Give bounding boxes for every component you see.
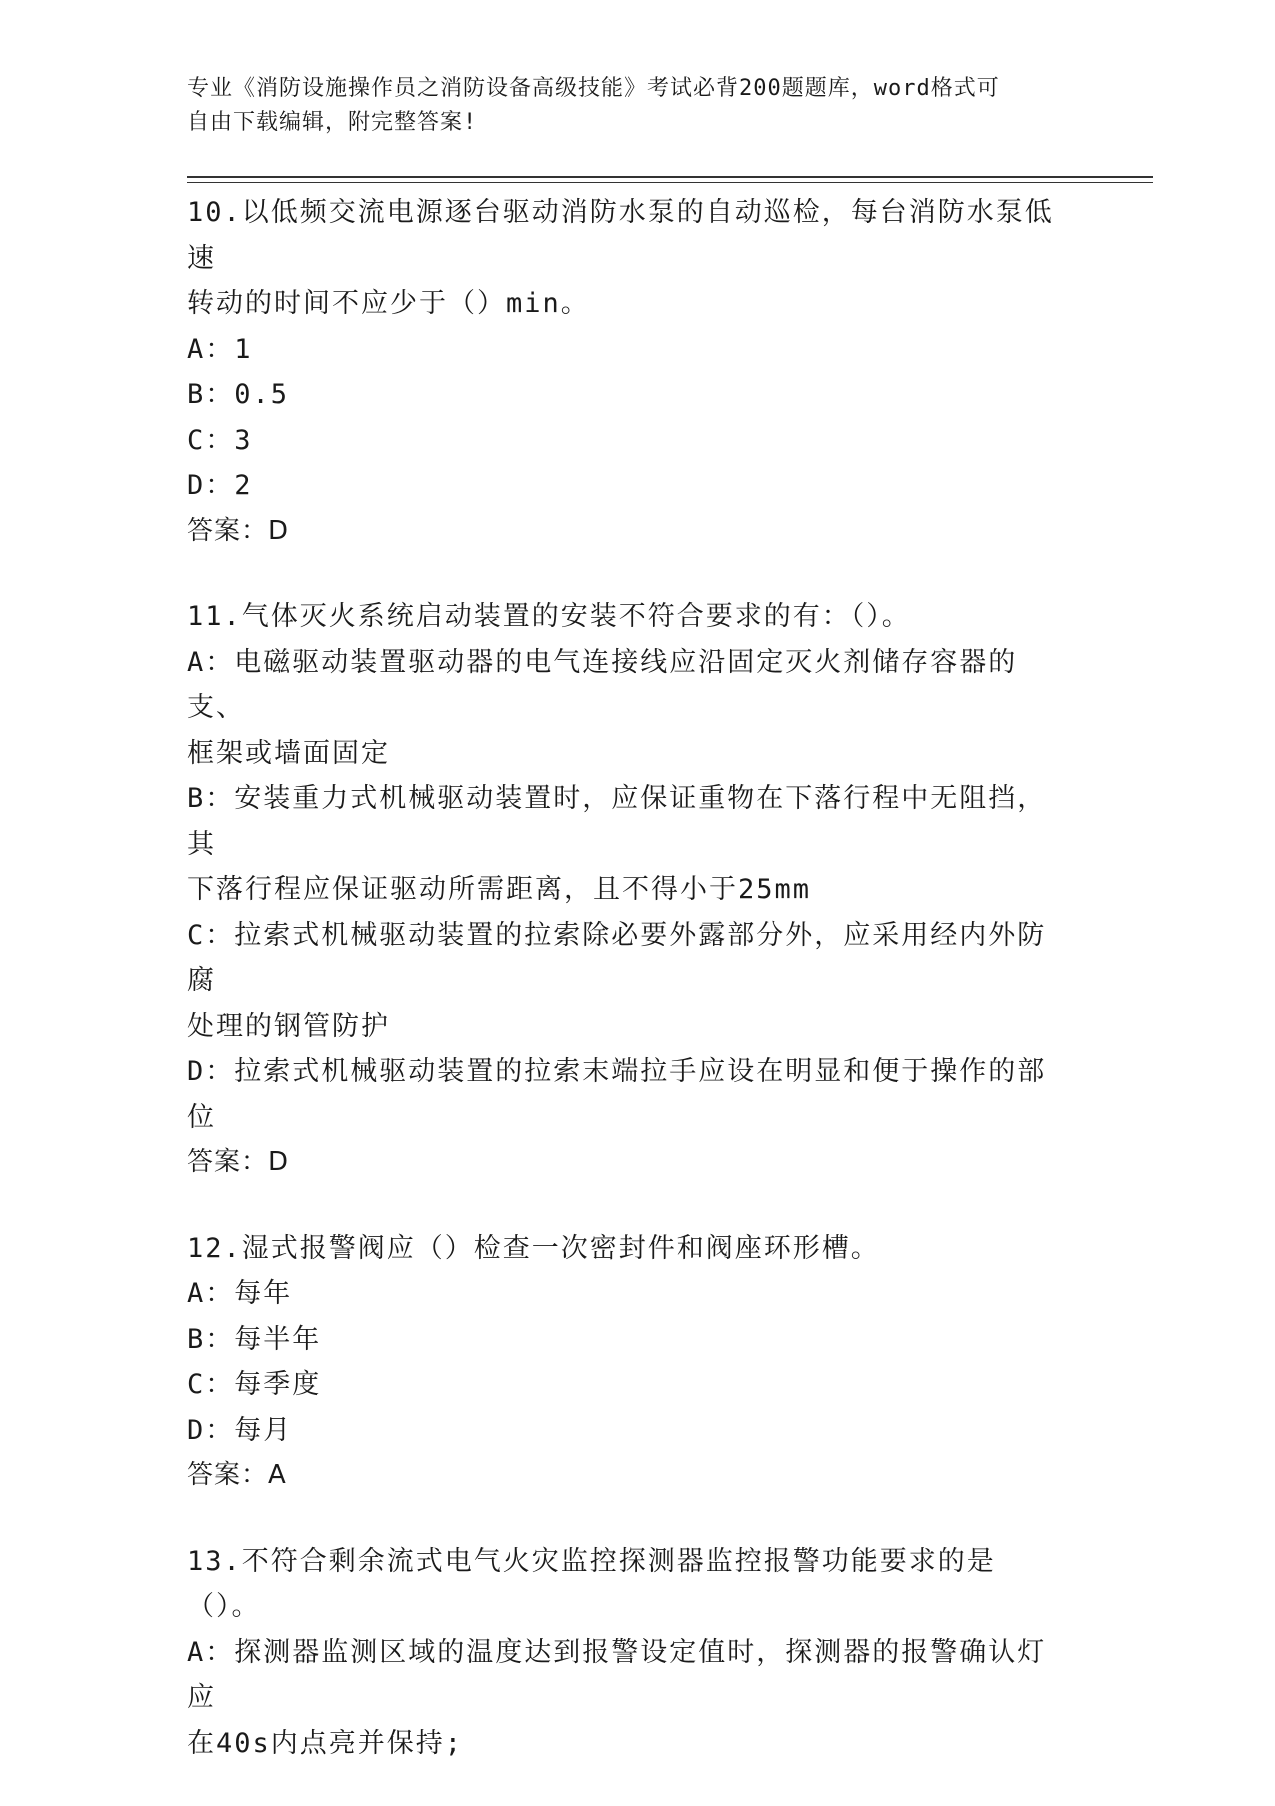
- header-line-2: 自由下载编辑，附完整答案!: [187, 110, 478, 135]
- option-line: A：1: [187, 333, 253, 365]
- option-line: B：每半年: [187, 1323, 322, 1355]
- option-line: 框架或墙面固定: [187, 737, 390, 769]
- answer-line: 答案：D: [187, 515, 290, 546]
- option-line: 下落行程应保证驱动所需距离，且不得小于25mm: [187, 874, 812, 905]
- option-line: D：拉索式机械驱动装置的拉索末端拉手应设在明显和便于操作的部位: [187, 1056, 1047, 1133]
- option-line: 处理的钢管防护: [187, 1010, 390, 1042]
- option-line: 在40s内点亮并保持;: [187, 1727, 464, 1759]
- header-divider-thin: [187, 182, 1153, 183]
- option-line: D：2: [187, 470, 253, 501]
- question-stem: 10.以低频交流电源逐台驱动消防水泵的自动巡检，每台消防水泵低速: [187, 197, 1054, 274]
- question-stem: 12.湿式报警阀应（）检查一次密封件和阀座环形槽。: [187, 1232, 880, 1264]
- option-line: D：每月: [187, 1414, 293, 1446]
- answer-line: 答案：D: [187, 1147, 290, 1177]
- option-line: C：拉索式机械驱动装置的拉索除必要外露部分外，应采用经内外防腐: [187, 919, 1047, 996]
- option-line: A：电磁驱动装置驱动器的电气连接线应沿固定灭火剂储存容器的支、: [187, 646, 1018, 723]
- header-line-1: 专业《消防设施操作员之消防设备高级技能》考试必背200题题库，word格式可: [187, 76, 1000, 101]
- question-item: [187, 190, 1067, 554]
- question-item: [187, 594, 1067, 1186]
- option-line: A：每年: [187, 1278, 293, 1309]
- answer-line: 答案：A: [187, 1460, 287, 1490]
- option-line: C：3: [187, 424, 253, 456]
- header-divider: [187, 176, 1153, 178]
- option-line: B：安装重力式机械驱动装置时，应保证重物在下落行程中无阻挡，其: [187, 783, 1047, 860]
- question-stem: 13.不符合剩余流式电气火灾监控探测器监控报警功能要求的是（）。: [187, 1545, 996, 1622]
- document-header: [187, 72, 1067, 140]
- question-item: [187, 1539, 1067, 1767]
- option-line: C：每季度: [187, 1369, 322, 1400]
- question-stem: 11.气体灭火系统启动装置的安装不符合要求的有：（）。: [187, 601, 911, 632]
- option-line: B：0.5: [187, 379, 290, 410]
- option-line: A：探测器监测区域的温度达到报警设定值时，探测器的报警确认灯应: [187, 1636, 1047, 1713]
- question-item: [187, 1226, 1067, 1499]
- question-stem: 转动的时间不应少于（）min。: [187, 288, 590, 319]
- question-list: [187, 190, 1067, 1806]
